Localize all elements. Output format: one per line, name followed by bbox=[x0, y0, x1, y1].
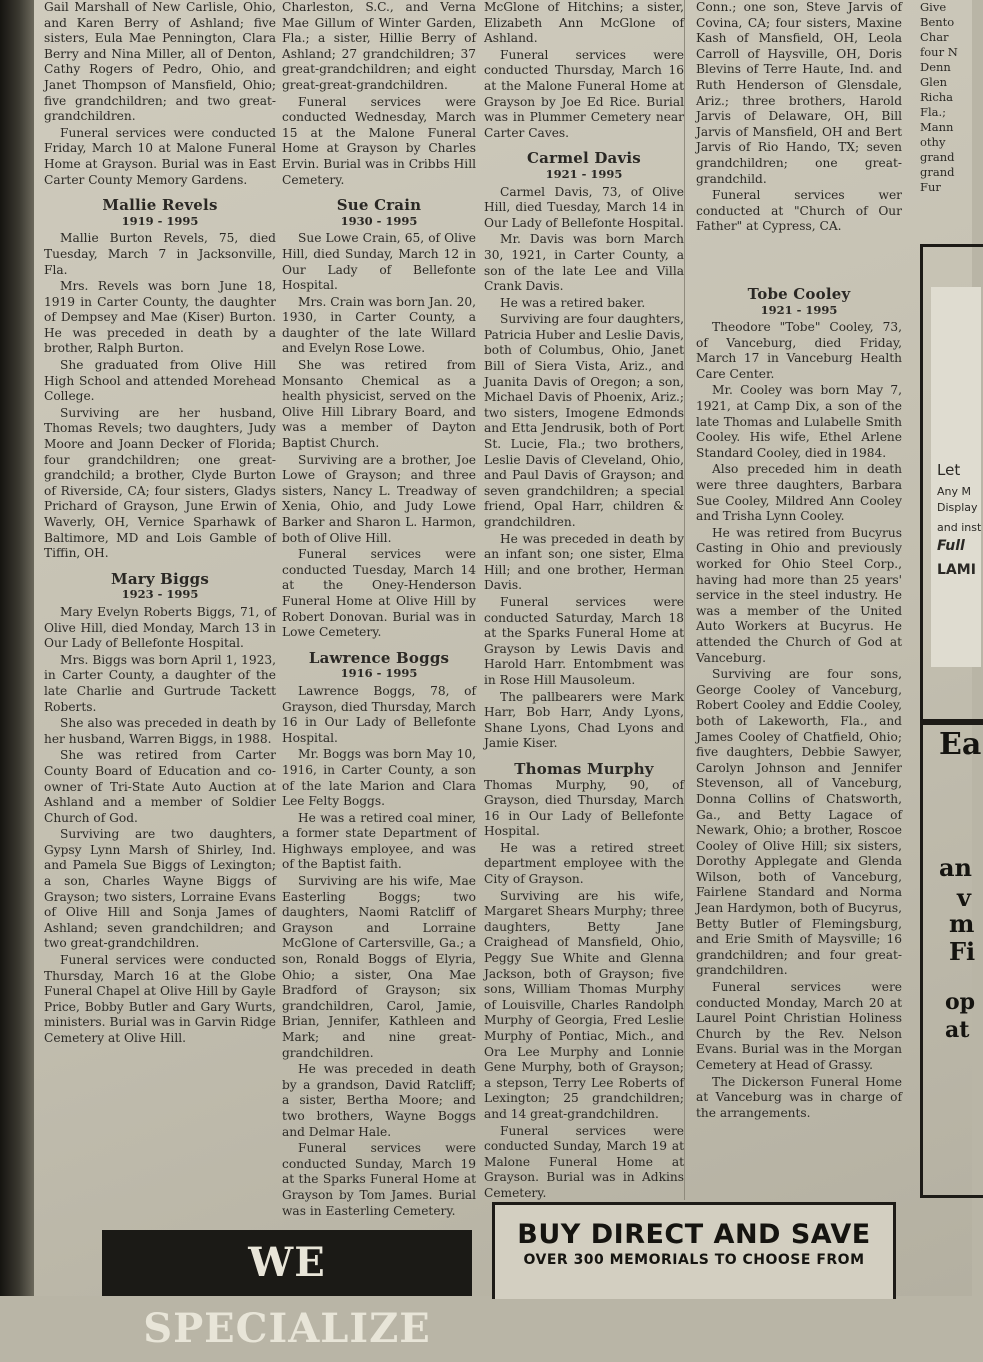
ad-text: v bbox=[957, 883, 971, 912]
paragraph: Mr. Cooley was born May 7, 1921, at Camp Dix, a son of the late Thomas and Lulabelle Smith Cooley. His wife, Ethel Arlene Standard Cooley, died in 1984. bbox=[696, 383, 902, 460]
obituary-dates: 1919 - 1995 bbox=[121, 213, 199, 228]
paragraph: He was preceded in death by a grandson, David Ratcliff; a sister, Bertha Moore; and two brothers, Wayne Boggs and Delmar Hale. bbox=[282, 1062, 476, 1139]
paragraph: Funeral services were conducted Sunday, March 19 at the Sparks Funeral Home at Grayson by Tom James. Burial was in Easterling Cemetery. bbox=[282, 1141, 476, 1218]
text-fragment: Denn bbox=[920, 60, 951, 74]
paragraph: Gail Marshall of New Carlisle, Ohio, and Karen Berry of Ashland; five sisters, Eula Mae Pennington, Clara Berry and Nina Miller, all of Denton, Cathy Rogers of Pedro, Ohio, and Janet Thompson of Mansfield, Ohio; five grandchildren; and two great-grandchildren. bbox=[44, 0, 276, 124]
ad-text: and inst bbox=[937, 521, 982, 534]
paragraph: Also preceded him in death were three daughters, Barbara Sue Cooley, Mildred Ann Cooley and Trisha Lynn Cooley. bbox=[696, 462, 902, 524]
ad-headline: BUY DIRECT AND SAVE bbox=[517, 1219, 871, 1250]
paragraph: Surviving are her husband, Thomas Revels; two daughters, Judy Moore and Joann Decker of Florida; four grandchildren; one great-grandchild; a brother, Clyde Burton of Riverside, CA; four sisters, Gladys Prichard of Grayson, June Erwin of Waverly, OH, Vernice Sparhawk of Baltimore, MD and Lois Gamble of Tiffin, OH. bbox=[44, 405, 276, 561]
ad-text: Let bbox=[937, 461, 961, 479]
paragraph: Mr. Davis was born March 30, 1921, in Carter County, a son of the late Lee and Villa Crank Davis. bbox=[484, 232, 684, 294]
column-4 bbox=[696, 0, 902, 1122]
specialize-banner: WE SPECIALIZE bbox=[102, 1230, 472, 1296]
column-2 bbox=[282, 0, 476, 1220]
obituary-dates: 1923 - 1995 bbox=[121, 587, 199, 602]
paragraph: Charleston, S.C., and Verna Mae Gillum of Winter Garden, Fla.; a sister, Hillie Berry of Ashland; 27 grandchildren; 37 great-grandchildren; and eight great-great-grandchildren. bbox=[282, 0, 476, 92]
paragraph: McGlone of Hitchins; a sister, Elizabeth Ann McGlone of Ashland. bbox=[484, 0, 684, 46]
paragraph: Funeral services were conducted Monday, March 20 at Laurel Point Christian Holiness Church by the Rev. Nelson Evans. Burial was in the Morgan Cemetery at Head of Grassy. bbox=[696, 980, 902, 1072]
paragraph: Surviving are four sons, George Cooley of Vanceburg, Robert Cooley and Eddie Cooley, both of Lakeworth, Fla., and James Cooley of Chatfield, Ohio; five daughters, Debbie Sawyer, Carolyn Johnson and Jennifer Stevenson, all of Vanceburg, Donna Collins of Chatsworth, Ga., and Betty Lagace of Newark, Ohio; a brother, Roscoe Cooley of Olive Hill; six sisters, Dorothy Applegate and Glenda Wilson, both of Vanceburg, Fairlene Standard and Norma Jean Hardymon, both of Bucyrus, Betty Butler of Flemingsburg, and Erie Smith of Maysville; 16 grandchildren; and four great-grandchildren. bbox=[696, 667, 902, 978]
text-fragment: Richa bbox=[920, 90, 954, 104]
ad-text: m bbox=[949, 909, 975, 938]
paragraph: Carmel Davis, 73, of Olive Hill, died Tuesday, March 14 in Our Lady of Bellefonte Hospital. bbox=[484, 184, 684, 230]
paragraph: Mr. Boggs was born May 10, 1916, in Carter County, a son of the late Marion and Clara Lee Felty Boggs. bbox=[282, 747, 476, 809]
paragraph: Funeral services were conducted Thursday, March 16 at the Globe Funeral Chapel at Olive Hill by Gayle Price, Bobby Butler and Gary Wurts, ministers. Burial was in Garvin Ridge Cemetery at Olive Hill. bbox=[44, 953, 276, 1045]
text-fragment: Fla.; bbox=[920, 105, 947, 119]
text-fragment: grand bbox=[920, 165, 955, 179]
obituary-dates: 1916 - 1995 bbox=[340, 666, 418, 681]
paragraph: Surviving are two daughters, Gypsy Lynn Marsh of Shirley, Ind. and Pamela Sue Biggs of Lexington; a son, Charles Wayne Biggs of Grayson; two sisters, Lorraine Evans of Olive Hill and Sonja James of Ashland; seven grandchildren; and two great-grandchildren. bbox=[44, 827, 276, 951]
paragraph: Sue Lowe Crain, 65, of Olive Hill, died Sunday, March 12 in Our Lady of Bellefonte Hospital. bbox=[282, 231, 476, 293]
text-fragment: Bento bbox=[920, 15, 955, 29]
paragraph: Surviving are his wife, Margaret Shears Murphy; three daughters, Betty Jane Craighead of Mansfield, Ohio, Peggy Sue White and Glenna Jackson, both of Grayson; five sons, William Thomas Murphy of Louisville, Charles Randolph Murphy of Georgia, Fred Leslie Murphy of Pontiac, Mich., and Ora Lee Murphy and Lonnie Gene Murphy, both of Grayson; a stepson, Terry Lee Roberts of Lexington; 25 grandchildren; and 14 great-grandchildren. bbox=[484, 888, 684, 1121]
obituary-dates: 1921 - 1995 bbox=[760, 302, 838, 317]
ad-text: Full bbox=[937, 538, 965, 554]
paragraph: Conn.; one son, Steve Jarvis of Covina, CA; four sisters, Maxine Kash of Mansfield, OH, Leola Carroll of Haysville, OH, Doris Blevins of Terre Haute, Ind. and Ruth Henderson of Glensdale, Ariz.; three brothers, Harold Jarvis of Delaware, OH, Bill Jarvis of Mansfield, OH and Bert Jarvis of Rio Hando, TX; seven grandchildren; one great-grandchild. bbox=[696, 0, 902, 186]
column-rule bbox=[684, 0, 685, 1200]
paragraph: She also was preceded in death by her husband, Warren Biggs, in 1988. bbox=[44, 716, 276, 746]
paragraph: He was a retired baker. bbox=[500, 295, 646, 310]
text-fragment: Glen bbox=[920, 75, 948, 89]
paragraph: Funeral services were conducted Saturday, March 18 at the Sparks Funeral Home at Grayson by Lewis Davis and Harold Harr. Entombment was in Rose Hill Mausoleum. bbox=[484, 594, 684, 687]
obituary-name: Mallie Revels bbox=[102, 196, 218, 215]
obituary-name: Mary Biggs bbox=[111, 569, 209, 588]
paragraph: Mallie Burton Revels, 75, died Tuesday, March 7 in Jacksonville, Fla. bbox=[44, 231, 276, 277]
ad-text: op bbox=[945, 989, 976, 1015]
paragraph: Funeral services were conducted Tuesday, March 14 at the Oney-Henderson Funeral Home at Olive Hill by Robert Donovan. Burial was in Lowe Cemetery. bbox=[282, 547, 476, 640]
obituary-dates: 1921 - 1995 bbox=[545, 166, 623, 181]
paragraph: Funeral services were conducted Wednesday, March 15 at the Malone Funeral Home at Grayson by Charles Ervin. Burial was in Cribbs Hill Cemetery. bbox=[282, 94, 476, 187]
paragraph: The pallbearers were Mark Harr, Bob Harr, Andy Lyons, Shane Lyons, Chad Lyons and Jamie Kiser. bbox=[484, 689, 684, 751]
ad-text: at bbox=[945, 1017, 970, 1043]
paragraph: Surviving are his wife, Mae Easterling Boggs; two daughters, Naomi Ratcliff of Grayson and Lorraine McGlone of Cartersville, Ga.; a son, Ronald Boggs of Elyria, Ohio; a sister, Ona Mae Bradford of Grayson; six grandchildren, Carol, Jamie, Brian, Jennifer, Kathleen and Mark; and nine great-grandchildren. bbox=[282, 874, 476, 1060]
paragraph: She graduated from Olive Hill High School and attended Morehead College. bbox=[44, 358, 276, 404]
text-fragment: Fur bbox=[920, 180, 941, 194]
paragraph: Mrs. Crain was born Jan. 20, 1930, in Carter County, a daughter of the late Willard and Evelyn Rose Lowe. bbox=[282, 294, 476, 356]
paragraph: The Dickerson Funeral Home at Vanceburg was in charge of the arrangements. bbox=[696, 1074, 902, 1120]
obituary-name: Sue Crain bbox=[336, 196, 422, 215]
text-fragment: grand bbox=[920, 150, 955, 164]
column-1 bbox=[44, 0, 276, 1048]
ad-text: an bbox=[939, 853, 972, 882]
obituary-name: Carmel Davis bbox=[527, 149, 641, 168]
paragraph: Surviving are a brother, Joe Lowe of Grayson; and three sisters, Nancy L. Treadway of Xenia, Ohio, and Judy Lowe Barker and Sharon L. Harmon, both of Olive Hill. bbox=[282, 452, 476, 545]
column-5-fragment bbox=[920, 0, 972, 195]
paragraph: Funeral services wer conducted at "Church of Our Father" at Cypress, CA. bbox=[696, 188, 902, 234]
obituary-name: Tobe Cooley bbox=[747, 284, 851, 303]
paragraph: Thomas Murphy, 90, of Grayson, died Thursday, March 16 in Our Lady of Bellefonte Hospital. bbox=[484, 777, 684, 839]
text-fragment: Give bbox=[920, 0, 947, 14]
paragraph: He was retired from Bucyrus Casting in Ohio and previously worked for Ohio Steel Corp., having had more than 25 years' service in the steel industry. He was a member of the United Auto Workers at Bucyrus. He attended the Church of God at Vanceburg. bbox=[696, 525, 902, 665]
paragraph: She was retired from Carter County Board of Education and co-owner of Tri-State Auto Auction at Ashland and a member of Soldier Church of God. bbox=[44, 748, 276, 825]
page-edge-shadow bbox=[0, 0, 34, 1296]
paragraph: Surviving are four daughters, Patricia Huber and Leslie Davis, both of Columbus, Ohio, Janet Bill of Siera Vista, Ariz., and Juanita Davis of Oregon; a son, Michael Davis of Phoenix, Ariz.; two sisters, Imogene Edmonds and Etta Jendrusik, both of Port St. Lucie, Fla.; two brothers, Leslie Davis of Cleveland, Ohio, and Paul Davis of Grayson; and seven grandchildren; a special friend, Opal Harr, children & grandchildren. bbox=[484, 312, 684, 529]
column-3 bbox=[484, 0, 684, 1203]
paragraph: He was a retired street department employee with the City of Grayson. bbox=[484, 840, 684, 887]
obituary-name: Thomas Murphy bbox=[514, 759, 654, 778]
obituary-dates: 1930 - 1995 bbox=[340, 213, 418, 228]
paragraph: Mary Evelyn Roberts Biggs, 71, of Olive Hill, died Monday, March 13 in Our Lady of Bellefonte Hospital. bbox=[44, 604, 276, 651]
obituary-name: Lawrence Boggs bbox=[308, 648, 450, 667]
memorial-ad bbox=[492, 1202, 896, 1299]
paragraph: He was a retired coal miner, a former state Department of Highways employee, and was of the Baptist faith. bbox=[282, 810, 476, 872]
paragraph: She was retired from Monsanto Chemical as a health physicist, served on the Olive Hill Library Board, and was a member of Dayton Baptist Church. bbox=[282, 358, 476, 451]
paragraph: Mrs. Revels was born June 18, 1919 in Carter County, the daughter of Dempsey and Mae (Kiser) Burton. He was preceded in death by a brother, Ralph Burton. bbox=[44, 279, 276, 356]
text-fragment: Char bbox=[920, 30, 949, 44]
ad-text: Display bbox=[937, 501, 978, 514]
ad-text: Any M bbox=[937, 485, 971, 498]
text-fragment: four N bbox=[920, 45, 958, 59]
paragraph: Funeral services were conducted Friday, March 10 at Malone Funeral Home at Grayson. Burial was in East Carter County Memory Gardens. bbox=[44, 125, 276, 187]
paragraph: Mrs. Biggs was born April 1, 1923, in Carter County, a daughter of the late Charlie and Gurtrude Tackett Roberts. bbox=[44, 652, 276, 714]
text-fragment: othy bbox=[920, 135, 946, 149]
side-ad-box bbox=[920, 722, 983, 1198]
paragraph: Funeral services were conducted Sunday, March 19 at Malone Funeral Home at Grayson. Burial was in Adkins Cemetery. bbox=[484, 1123, 684, 1200]
side-ad-box bbox=[920, 244, 983, 722]
ad-subline: OVER 300 MEMORIALS TO CHOOSE FROM bbox=[523, 1252, 865, 1268]
paragraph: Theodore "Tobe" Cooley, 73, of Vanceburg, died Friday, March 17 in Vanceburg Health Care Center. bbox=[696, 320, 902, 381]
paragraph: Lawrence Boggs, 78, of Grayson, died Thursday, March 16 in Our Lady of Bellefonte Hospital. bbox=[282, 683, 476, 745]
ad-text: Fi bbox=[949, 937, 976, 966]
text-fragment: Mann bbox=[920, 120, 954, 134]
ad-text: LAMI bbox=[937, 562, 976, 578]
ad-text: Ea bbox=[939, 727, 982, 762]
paragraph: Funeral services were conducted Thursday, March 16 at the Malone Funeral Home at Grayson by Joe Ed Rice. Burial was in Plummer Cemetery near Carter Caves. bbox=[484, 47, 684, 140]
paragraph: He was preceded in death by an infant son; one sister, Elma Hill; and one brother, Herman Davis. bbox=[484, 531, 684, 593]
